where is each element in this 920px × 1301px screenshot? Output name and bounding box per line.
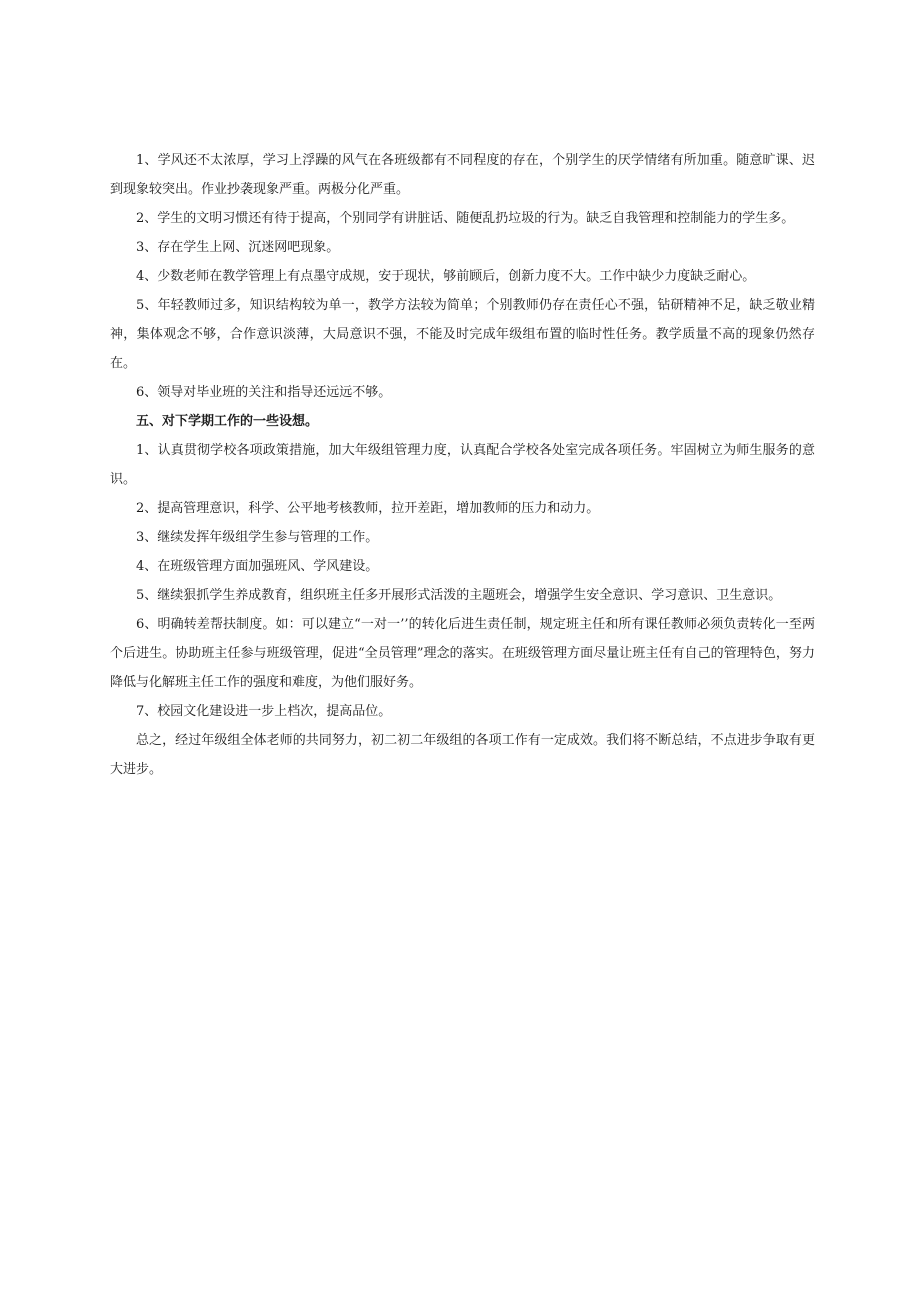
problem-item-6: 6、领导对毕业班的关注和指导还远远不够。 [136,385,392,400]
conclusion-paragraph: 总之，经过年级组全体老师的共同努力，初二初二年级组的各项工作有一定成效。我们将不断总结，不点进步争取有更大进步。 [110,733,815,777]
plan-item-4: 4、在班级管理方面加强班风、学风建设。 [136,559,379,574]
plan-item-5: 5、继续狠抓学生养成教育，组织班主任多开展形式活泼的主题班会，增强学生安全意识、学习意识、卫生意识。 [136,588,782,603]
plan-item-3: 3、继续发挥年级组学生参与管理的工作。 [136,530,379,545]
problem-item-2: 2、学生的文明习惯还有待于提高，个别同学有讲脏话、随便乱扔垃圾的行为。缺乏自我管理和控制能力的学生多。 [136,211,795,226]
problem-item-3: 3、存在学生上网、沉迷网吧现象。 [136,240,340,255]
plan-item-6: 6、明确转差帮扶制度。如：可以建立“一对一’’的转化后进生责任制，规定班主任和所有课任教师必须负责转化一至两个后进生。协助班主任参与班级管理，促进“全员管理”理念的落实。在班级管理方面尽量让班主任有自己的管理特色，努力降低与化解班主任工作的强度和难度，为他们服好务。 [110,617,815,690]
plan-item-1: 1、认真贯彻学校各项政策措施，加大年级组管理力度，认真配合学校各处室完成各项任务。牢固树立为师生服务的意识。 [110,443,815,487]
document-page [110,146,815,784]
plan-item-2: 2、提高管理意识，科学、公平地考核教师，拉开差距，增加教师的压力和动力。 [136,501,600,516]
problem-item-1: 1、学风还不太浓厚，学习上浮躁的风气在各班级都有不同程度的存在，个别学生的厌学情绪有所加重。随意旷课、迟到现象较突出。作业抄袭现象严重。两极分化严重。 [110,153,815,197]
problem-item-5: 5、年轻教师过多，知识结构较为单一，教学方法较为简单；个别教师仍存在责任心不强，钻研精神不足，缺乏敬业精神，集体观念不够，合作意识淡薄，大局意识不强，不能及时完成年级组布置的临时性任务。教学质量不高的现象仍然存在。 [110,298,815,371]
problem-item-4: 4、少数老师在教学管理上有点墨守成规，安于现状，够前顾后，创新力度不大。工作中缺少力度缺乏耐心。 [136,269,756,284]
section-heading: 五、对下学期工作的一些设想。 [136,414,319,429]
plan-item-7: 7、校园文化建设进一步上档次，提高品位。 [136,704,392,719]
